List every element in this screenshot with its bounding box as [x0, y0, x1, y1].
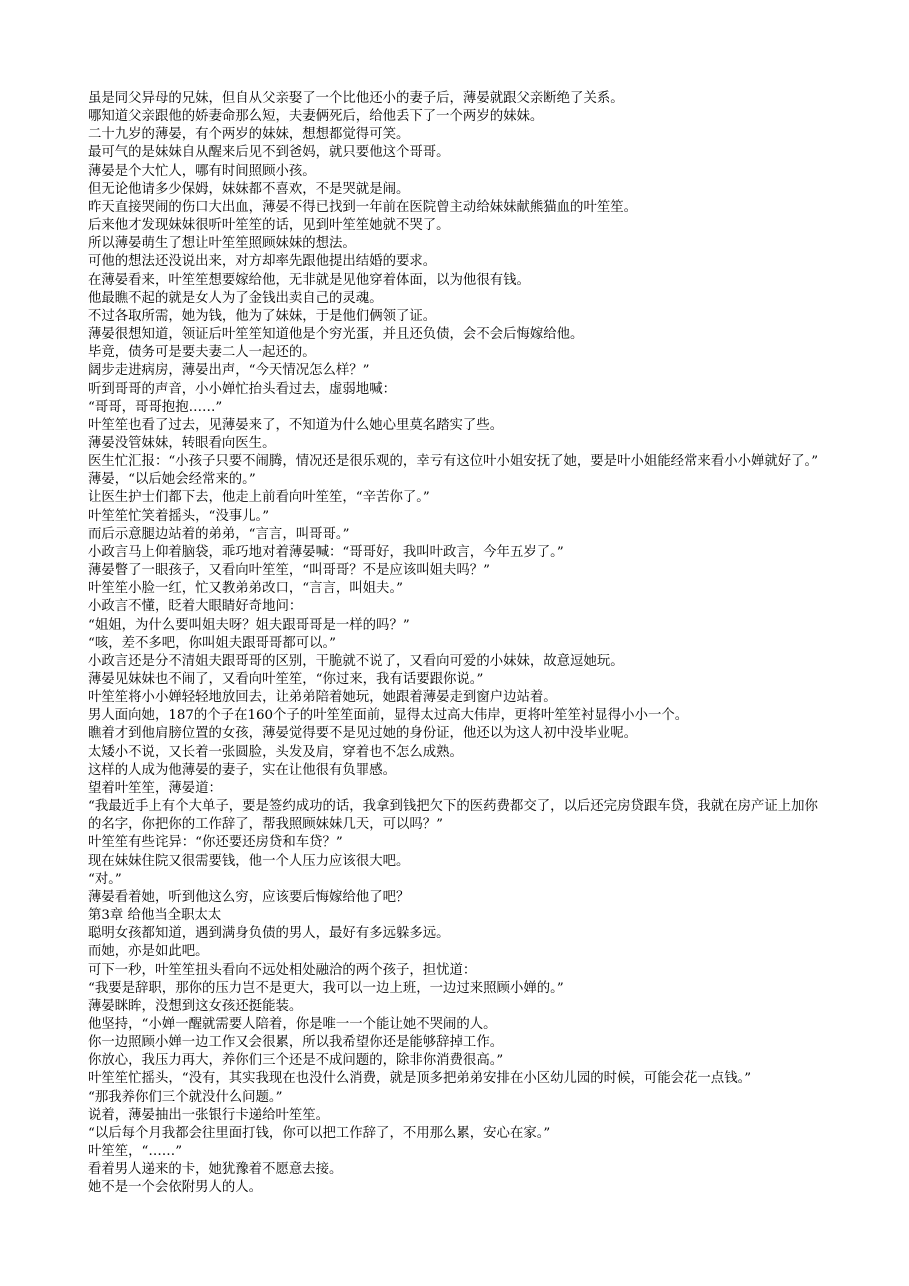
- paragraph: 在薄晏看来，叶笙笙想要嫁给他，无非就是见他穿着体面，以为他很有钱。: [88, 272, 530, 288]
- paragraph: 小政言不懂，眨着大眼睛好奇地问：: [88, 599, 303, 615]
- paragraph: 你一边照顾小婵一边工作又会很累，所以我希望你还是能够辞掉工作。: [88, 1035, 504, 1051]
- paragraph: 她不是一个会依附男人的人。: [88, 1180, 263, 1196]
- paragraph: 聪明女孩都知道，遇到满身负债的男人，最好有多远躲多远。: [88, 926, 450, 942]
- paragraph: 太矮小不说，又长着一张圆脸，头发及肩，穿着也不怎么成熟。: [88, 744, 463, 760]
- paragraph: 叶笙笙忙摇头，“没有，其实我现在也没什么消费，就是顶多把弟弟安排在小区幼儿园的时候，可能会花一点钱。”: [88, 1071, 752, 1087]
- paragraph: 瞧着才到他肩膀位置的女孩，薄晏觉得要不是见过她的身份证，他还以为这人初中没毕业呢。: [88, 726, 638, 742]
- paragraph: 望着叶笙笙，薄晏道：: [88, 780, 222, 796]
- paragraph: 最可气的是妹妹自从醒来后见不到爸妈，就只要他这个哥哥。: [88, 145, 450, 161]
- paragraph: 可他的想法还没说出来，对方却率先跟他提出结婚的要求。: [88, 254, 437, 270]
- paragraph: 他最瞧不起的就是女人为了金钱出卖自己的灵魂。: [88, 290, 383, 306]
- paragraph: “对。”: [88, 871, 122, 887]
- paragraph: 可下一秒，叶笙笙扭头看向不远处相处融洽的两个孩子，担忧道：: [88, 962, 477, 978]
- paragraph: 这样的人成为他薄晏的妻子，实在让他很有负罪感。: [88, 762, 396, 778]
- paragraph: 而后示意腿边站着的弟弟，“言言，叫哥哥。”: [88, 526, 350, 542]
- paragraph: 让医生护士们都下去，他走上前看向叶笙笙，“辛苦你了。”: [88, 490, 430, 506]
- paragraph: 小政言马上仰着脑袋，乖巧地对着薄晏喊：“哥哥好，我叫叶政言，今年五岁了。”: [88, 544, 564, 560]
- paragraph: 叶笙笙小脸一红，忙又教弟弟改口，“言言，叫姐夫。”: [88, 581, 403, 597]
- paragraph: 薄晏看着她，听到他这么穷，应该要后悔嫁给他了吧？: [88, 889, 410, 905]
- paragraph: 不过各取所需，她为钱，他为了妹妹，于是他们俩领了证。: [88, 308, 437, 324]
- paragraph: 毕竟，债务可是要夫妻二人一起还的。: [88, 345, 316, 361]
- paragraph: 听到哥哥的声音，小小婵忙抬头看过去，虚弱地喊：: [88, 381, 396, 397]
- paragraph: “哥哥，哥哥抱抱……”: [88, 399, 223, 415]
- paragraph: 看着男人递来的卡，她犹豫着不愿意去接。: [88, 1162, 343, 1178]
- paragraph: 医生忙汇报：“小孩子只要不闹腾，情况还是很乐观的，幸亏有这位叶小姐安抚了她，要是叶小姐能经常来看小小婵就好了。”: [88, 454, 819, 470]
- paragraph: “以后每个月我都会往里面打钱，你可以把工作辞了，不用那么累，安心在家。”: [88, 1125, 551, 1141]
- paragraph: 说着，薄晏抽出一张银行卡递给叶笙笙。: [88, 1107, 330, 1123]
- paragraph: 叶笙笙，“……”: [88, 1144, 183, 1160]
- paragraph: 他坚持，“小婵一醒就需要人陪着，你是唯一一个能让她不哭闹的人。: [88, 1016, 497, 1032]
- paragraph: 薄晏没管妹妹，转眼看向医生。: [88, 435, 276, 451]
- paragraph: 但无论他请多少保姆，妹妹都不喜欢，不是哭就是闹。: [88, 181, 410, 197]
- paragraph: 叶笙笙忙笑着摇头，“没事儿。”: [88, 508, 270, 524]
- paragraph: 小政言还是分不清姐夫跟哥哥的区别，干脆就不说了，又看向可爱的小妹妹，故意逗她玩。: [88, 653, 624, 669]
- paragraph: 阔步走进病房，薄晏出声，“今天情况怎么样？”: [88, 363, 370, 379]
- document-body: [88, 90, 828, 1198]
- paragraph: 叶笙笙将小小婵轻轻地放回去，让弟弟陪着她玩，她跟着薄晏走到窗户边站着。: [88, 690, 557, 706]
- paragraph: 薄晏是个大忙人，哪有时间照顾小孩。: [88, 163, 316, 179]
- paragraph: 而她，亦是如此吧。: [88, 944, 209, 960]
- paragraph: 叶笙笙也看了过去，见薄晏来了，不知道为什么她心里莫名踏实了些。: [88, 417, 504, 433]
- paragraph: 昨天直接哭闹的伤口大出血，薄晏不得已找到一年前在医院曾主动给妹妹献熊猫血的叶笙笙。: [88, 199, 638, 215]
- paragraph: 薄晏，“以后她会经常来的。”: [88, 472, 256, 488]
- paragraph: 叶笙笙有些诧异：“你还要还房贷和车贷？”: [88, 835, 343, 851]
- paragraph: “咳，差不多吧，你叫姐夫跟哥哥都可以。”: [88, 635, 337, 651]
- paragraph: “姐姐，为什么要叫姐夫呀？姐夫跟哥哥是一样的吗？”: [88, 617, 410, 633]
- paragraph: 你放心，我压力再大，养你们三个还是不成问题的，除非你消费很高。”: [88, 1053, 504, 1069]
- paragraph: “我最近手上有个大单子，要是签约成功的话，我拿到钱把欠下的医药费都交了，以后还完房贷跟车贷，我就在房产证上加你的名字，你把你的工作辞了，帮我照顾妹妹几天，可以吗？”: [88, 799, 818, 833]
- paragraph: 二十九岁的薄晏，有个两岁的妹妹，想想都觉得可笑。: [88, 127, 410, 143]
- paragraph: 男人面向她，187的个子在160个子的叶笙笙面前，显得太过高大伟岸，更将叶笙笙衬显得小小一个。: [88, 708, 689, 724]
- paragraph: 后来他才发现妹妹很听叶笙笙的话，见到叶笙笙她就不哭了。: [88, 218, 450, 234]
- paragraph: 虽是同父异母的兄妹，但自从父亲娶了一个比他还小的妻子后，薄晏就跟父亲断绝了关系。: [88, 91, 624, 106]
- paragraph: 所以薄晏萌生了想让叶笙笙照顾妹妹的想法。: [88, 236, 356, 252]
- paragraph: 薄晏瞥了一眼孩子，又看向叶笙笙，“叫哥哥？不是应该叫姐夫吗？”: [88, 563, 491, 579]
- paragraph: 薄晏眯眸，没想到这女孩还挺能装。: [88, 998, 303, 1014]
- paragraph: 薄晏见妹妹也不闹了，又看向叶笙笙，“你过来，我有话要跟你说。”: [88, 672, 484, 687]
- paragraph: 现在妹妹住院又很需要钱，他一个人压力应该很大吧。: [88, 853, 410, 869]
- paragraph: 哪知道父亲跟他的娇妻命那么短，夫妻俩死后，给他丢下了一个两岁的妹妹。: [88, 109, 544, 125]
- paragraph: “我要是辞职，那你的压力岂不是更大，我可以一边上班，一边过来照顾小婵的。”: [88, 980, 564, 996]
- paragraph: 薄晏很想知道，领证后叶笙笙知道他是个穷光蛋，并且还负债，会不会后悔嫁给他。: [88, 327, 584, 343]
- paragraph: 第3章 给他当全职太太: [88, 908, 222, 924]
- paragraph: “那我养你们三个就没什么问题。”: [88, 1089, 283, 1105]
